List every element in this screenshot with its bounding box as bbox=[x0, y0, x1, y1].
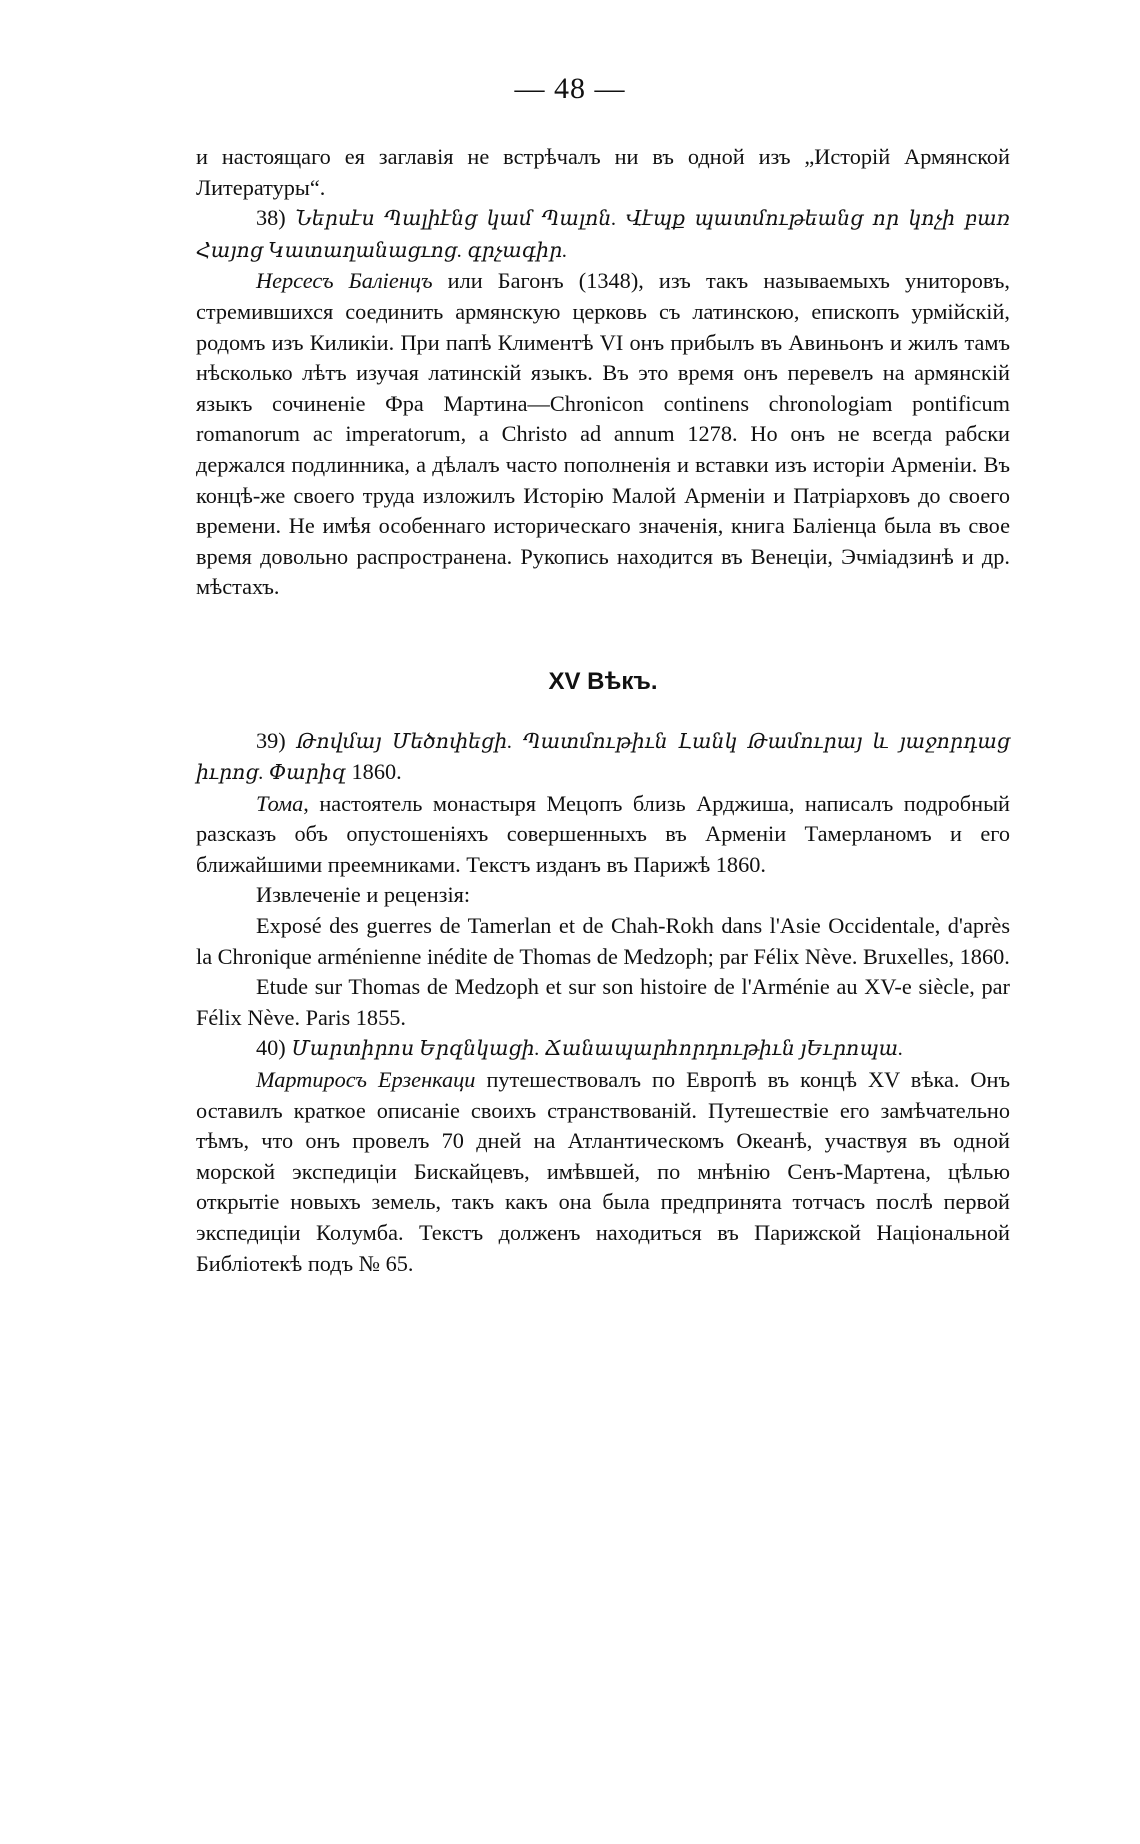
entry-39-author: Тома bbox=[256, 790, 304, 816]
entry-39-review-1: Exposé des guerres de Tamerlan et de Chah-Rokh dans l'Asie Occidentale, d'après la Chronique arménienne inédite de Thomas de Medzoph; par Félix Nève. Bruxelles, 1860. bbox=[196, 913, 1010, 969]
entry-40-paragraph bbox=[196, 1065, 1010, 1279]
entry-40-title bbox=[196, 1033, 1010, 1065]
text-column bbox=[196, 142, 1010, 1279]
entry-38-title bbox=[196, 203, 1010, 266]
entry-39-paragraph bbox=[196, 789, 1010, 881]
page-number: — 48 — bbox=[514, 72, 626, 105]
entry-39-title bbox=[196, 726, 1010, 789]
entry-39-year: 1860. bbox=[351, 759, 402, 785]
entry-40-number: 40) bbox=[256, 1035, 286, 1061]
entry-40-text: путешествовалъ по Европѣ въ концѣ XV вѣка. Онъ оставилъ краткое описаніе своихъ странствованій. Путешествіе его замѣчательно тѣмъ, что онъ провелъ 70 дней на Атлантическомъ Океанѣ, участвуя въ одной морской экспедиціи Бискайцевъ, имѣвшей, по мнѣнію Сенъ-Мартена, цѣлью открытіе новыхъ земель, такъ какъ она была предпринята тотчасъ послѣ первой экспедиціи Колумба. Текстъ долженъ находиться въ Парижской Національной Библіотекѣ подъ № 65. bbox=[196, 1067, 1010, 1276]
continuation-paragraph: и настоящаго ея заглавія не встрѣчалъ ни въ одной изъ „Исторій Армянской Литературы“. bbox=[196, 144, 1010, 200]
entry-38-number: 38) bbox=[256, 205, 286, 231]
entry-39-text: , настоятель монастыря Мецопъ близь Арджиша, написалъ подробный разсказъ объ опустошеніяхъ совершенныхъ въ Арменіи Тамерланомъ и его ближайшими преемниками. Текстъ изданъ въ Парижѣ 1860. bbox=[196, 790, 1010, 877]
entry-38-text: или Багонъ (1348), изъ такъ называемыхъ униторовъ, стремившихся соединить армянскую церковь съ латинскою, епископъ урмійскій, родомъ изъ Киликіи. При папѣ Климентѣ VI онъ прибылъ въ Авиньонъ и жилъ тамъ нѣсколько лѣтъ изучая латинскій языкъ. Въ это время онъ перевелъ на армянскій языкъ сочиненіе Фра Мартина—Chronicon continens chronologiam pontificum romanorum ac imperatorum, a Christo ad annum 1278. Но онъ не всегда рабски держался подлинника, а дѣлалъ часто пополненія и вставки изъ исторіи Арменіи. Въ концѣ-же своего труда изложилъ Исторію Малой Арменіи и Патріарховъ до своего времени. Не имѣя особеннаго историческаго значенія, книга Баліенца была въ свое время довольно распространена. Рукопись находится въ Венеціи, Эчміадзинѣ и др. мѣстахъ. bbox=[196, 268, 1011, 600]
entry-39-review-label: Извлеченіе и рецензія: bbox=[256, 882, 471, 908]
entry-40-armenian-title: Մարտիրոս Երզնկացի. Ճանապարհորդութիւն յԵւրոպա. bbox=[291, 1038, 904, 1061]
entry-38-armenian-title: Ներսէս Պալիէնց կամ Պալոն. Վէպք պատմութեանց որ կոչի բառ Հայոց Կատաղանացւոց. գրչագիր. bbox=[196, 208, 1010, 262]
entry-39-number: 39) bbox=[256, 727, 286, 753]
section-heading: XV Вѣкъ. bbox=[548, 667, 658, 695]
entry-39-armenian-title: Թովմայ Մեծոփեցի. Պատմութիւն Լանկ Թամուրայ և յաջորդաց իւրոց. Փարիզ bbox=[196, 730, 1010, 785]
entry-40-author: Мартиросъ Ерзенкаци bbox=[256, 1067, 476, 1093]
entry-38-author: Нерсесъ Баліенцъ bbox=[256, 268, 433, 294]
entry-38-paragraph bbox=[196, 266, 1010, 603]
entry-39-review-2: Etude sur Thomas de Medzoph et sur son histoire de l'Arménie au XV-e siècle, par Félix Nève. Paris 1855. bbox=[196, 974, 1010, 1030]
